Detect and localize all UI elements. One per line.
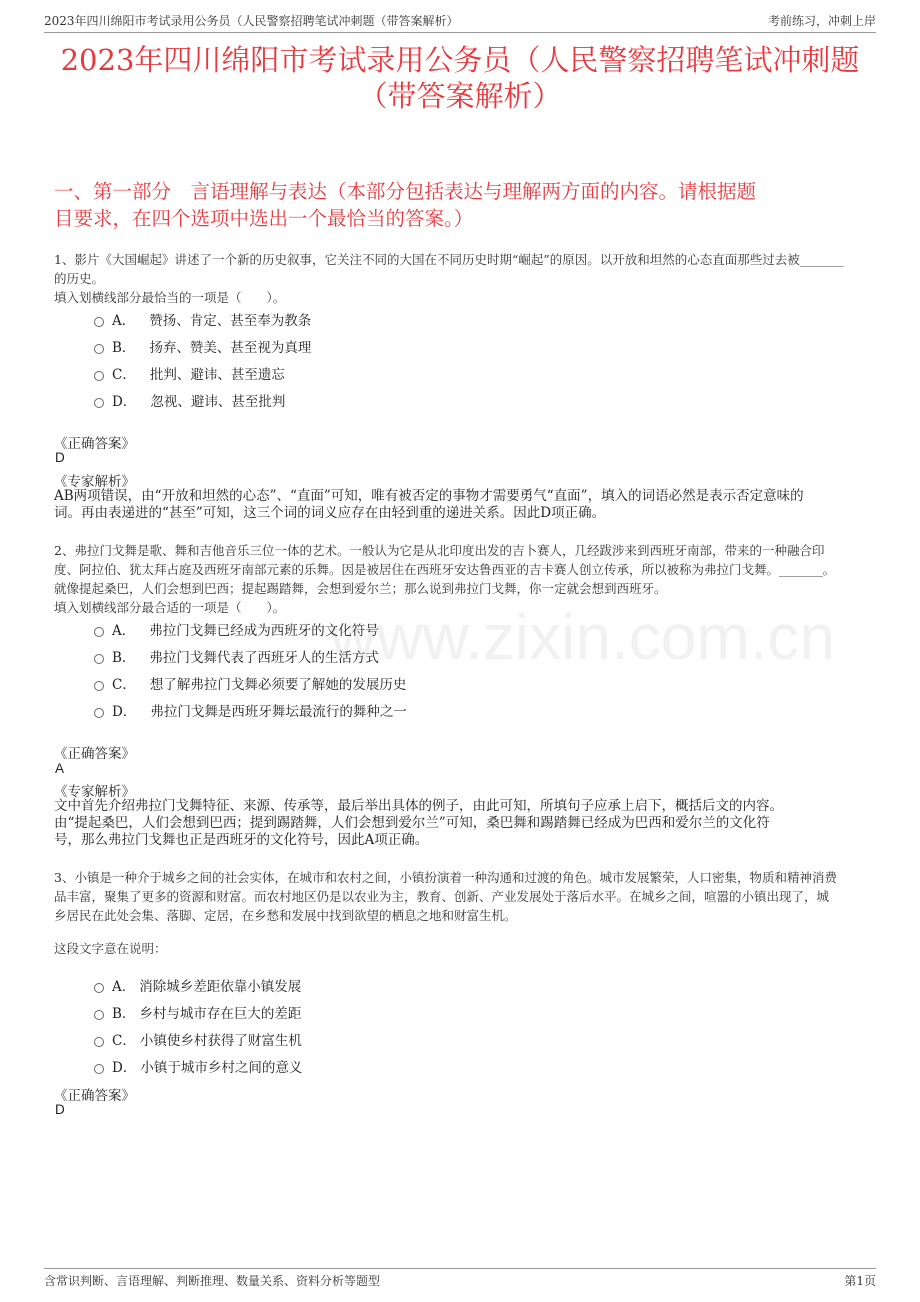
question-1-option-c[interactable] — [94, 363, 285, 383]
footer-divider — [44, 1268, 876, 1269]
analysis-line: 文中首先介绍弗拉门戈舞特征、来源、传承等，最后举出具体的例子，由此可知，所填句子应承上启下，概括后文的内容。 — [54, 798, 783, 814]
option-label: C． — [112, 367, 136, 383]
answer-value: D — [55, 450, 65, 465]
analysis-line: 词。再由表递进的“甚至”可知，这三个词的词义应存在由轻到重的递进关系。因此D项正确。 — [54, 505, 606, 521]
question-1-option-b[interactable] — [94, 336, 311, 356]
question-1-stem — [54, 250, 870, 307]
question-stem-line: 2、弗拉门戈舞是歌、舞和吉他音乐三位一体的艺术。一般认为它是从北印度出发的吉卜赛人，几经跋涉来到西班牙南部，带来的一种融合印 — [54, 543, 825, 558]
option-text: 赞扬、肯定、甚至奉为教条 — [149, 313, 312, 329]
option-label: C． — [112, 1033, 136, 1049]
question-2-option-d[interactable] — [94, 700, 407, 720]
page-title — [44, 42, 876, 114]
running-header-slogan: 考前练习，冲刺上岸 — [767, 14, 876, 28]
option-label: B． — [112, 1006, 136, 1022]
footer-note: 含常识判断、言语理解、判断推理、数量关系、资料分析等题型 — [44, 1274, 381, 1288]
question-stem-line: 乡居民在此处会集、落脚、定居，在乡愁和发展中找到欲望的栖息之地和财富生机。 — [54, 908, 517, 923]
analysis-heading: 《专家解析》 — [54, 474, 135, 490]
analysis-line: AB两项错误，由“开放和坦然的心态”、“直面”可知，唯有被否定的事物才需要勇气“直面”，填入的词语必然是表示否定意味的 — [54, 488, 804, 504]
radio-button[interactable] — [94, 654, 104, 664]
question-2-option-a[interactable] — [94, 619, 379, 639]
answer-heading: 《正确答案》 — [54, 746, 135, 762]
option-text: 扬弃、赞美、甚至视为真理 — [149, 340, 312, 356]
radio-button[interactable] — [94, 983, 104, 993]
option-label: A． — [112, 313, 136, 329]
question-stem-line: 度、阿拉伯、犹太拜占庭及西班牙南部元素的乐舞。因是被居住在西班牙安达鲁西亚的吉卡赛人创立传承，所以被称为弗拉门戈舞。_______。 — [54, 562, 836, 577]
radio-button[interactable] — [94, 681, 104, 691]
answer-value: A — [55, 761, 65, 776]
option-label: D． — [112, 704, 137, 720]
option-text: 消除城乡差距依靠小镇发展 — [139, 979, 302, 995]
option-label: D． — [112, 394, 137, 410]
question-stem-line: 3、小镇是一种介于城乡之间的社会实体，在城市和农村之间，小镇扮演着一种沟通和过渡的角色。城市发展繁荣，人口密集，物质和精神消费 — [54, 870, 837, 885]
watermark: www.zixin.com.cn — [330, 601, 835, 673]
answer-value: D — [55, 1102, 65, 1117]
analysis-line: 由“提起桑巴，人们会想到巴西；提到踢踏舞，人们会想到爱尔兰”可知，桑巴舞和踢踏舞已经成为巴西和爱尔兰的文化符 — [54, 815, 770, 831]
section-heading — [54, 178, 876, 232]
analysis-heading: 《专家解析》 — [54, 784, 135, 800]
question-3-option-c[interactable] — [94, 1029, 302, 1049]
option-label: A． — [112, 623, 136, 639]
option-text: 想了解弗拉门戈舞必须要了解她的发展历史 — [149, 677, 407, 693]
option-text: 批判、避讳、甚至遗忘 — [149, 367, 285, 383]
radio-button[interactable] — [94, 1037, 104, 1047]
page-number: 第1页 — [844, 1274, 876, 1288]
analysis-text — [54, 488, 876, 522]
radio-button[interactable] — [94, 398, 104, 408]
option-text: 忽视、避讳、甚至批判 — [150, 394, 286, 410]
option-text: 弗拉门戈舞代表了西班牙人的生活方式 — [149, 650, 379, 666]
section-heading-line-1: 一、第一部分 言语理解与表达（本部分包括表达与理解两方面的内容。请根据题 — [54, 180, 757, 203]
option-label: B． — [112, 340, 136, 356]
question-3-option-d[interactable] — [94, 1056, 302, 1076]
question-3-stem — [54, 868, 870, 925]
question-2-option-c[interactable] — [94, 673, 406, 693]
option-text: 乡村与城市存在巨大的差距 — [139, 1006, 302, 1022]
radio-button[interactable] — [94, 317, 104, 327]
radio-button[interactable] — [94, 344, 104, 354]
page-title-line-1: 2023年四川绵阳市考试录用公务员（人民警察招聘笔试冲刺题 — [60, 43, 860, 77]
option-label: D． — [112, 1060, 137, 1076]
analysis-line: 号，那么弗拉门戈舞也正是西班牙的文化符号，因此A项正确。 — [54, 832, 429, 848]
question-1-option-d[interactable] — [94, 390, 285, 410]
question-3-option-b[interactable] — [94, 1002, 301, 1022]
answer-heading: 《正确答案》 — [54, 1088, 135, 1104]
radio-button[interactable] — [94, 1064, 104, 1074]
question-3-option-a[interactable] — [94, 975, 301, 995]
answer-heading: 《正确答案》 — [54, 436, 135, 452]
option-text: 弗拉门戈舞是西班牙舞坛最流行的舞种之一 — [150, 704, 407, 720]
option-text: 小镇使乡村获得了财富生机 — [139, 1033, 302, 1049]
question-stem-line: 就像提起桑巴，人们会想到巴西；提起踢踏舞，会想到爱尔兰；那么说到弗拉门戈舞，你一定就会想到西班牙。 — [54, 581, 667, 596]
radio-button[interactable] — [94, 627, 104, 637]
question-2-option-b[interactable] — [94, 646, 379, 666]
question-stem-line: 品丰富，聚集了更多的资源和财富。而农村地区仍是以农业为主，教育、创新、产业发展处于落后水平。在城乡之间，喧嚣的小镇出现了，城 — [54, 889, 830, 904]
header-divider — [44, 32, 876, 33]
section-heading-line-2: 目要求，在四个选项中选出一个最恰当的答案。） — [54, 207, 474, 230]
option-text: 小镇于城市乡村之间的意义 — [140, 1060, 303, 1076]
option-label: A． — [112, 979, 136, 995]
question-prompt: 这段文字意在说明： — [54, 941, 167, 956]
radio-button[interactable] — [94, 1010, 104, 1020]
option-text: 弗拉门戈舞已经成为西班牙的文化符号 — [149, 623, 379, 639]
question-stem-line: 1、影片《大国崛起》讲述了一个新的历史叙事，它关注不同的大国在不同历史时期“崛起”的原因。以开放和坦然的心态直面那些过去被_______ — [54, 252, 844, 267]
question-1-option-a[interactable] — [94, 309, 311, 329]
radio-button[interactable] — [94, 708, 104, 718]
analysis-text — [54, 798, 876, 849]
question-stem-line: 的历史。 — [54, 271, 105, 286]
radio-button[interactable] — [94, 371, 104, 381]
question-2-stem — [54, 541, 870, 617]
question-prompt: 填入划横线部分最合适的一项是（ ）。 — [54, 600, 286, 615]
option-label: C． — [112, 677, 136, 693]
question-prompt: 填入划横线部分最恰当的一项是（ ）。 — [54, 290, 286, 305]
running-header-title: 2023年四川绵阳市考试录用公务员（人民警察招聘笔试冲刺题（带答案解析） — [44, 14, 459, 28]
option-label: B． — [112, 650, 136, 666]
page-title-line-2: （带答案解析） — [358, 79, 562, 113]
